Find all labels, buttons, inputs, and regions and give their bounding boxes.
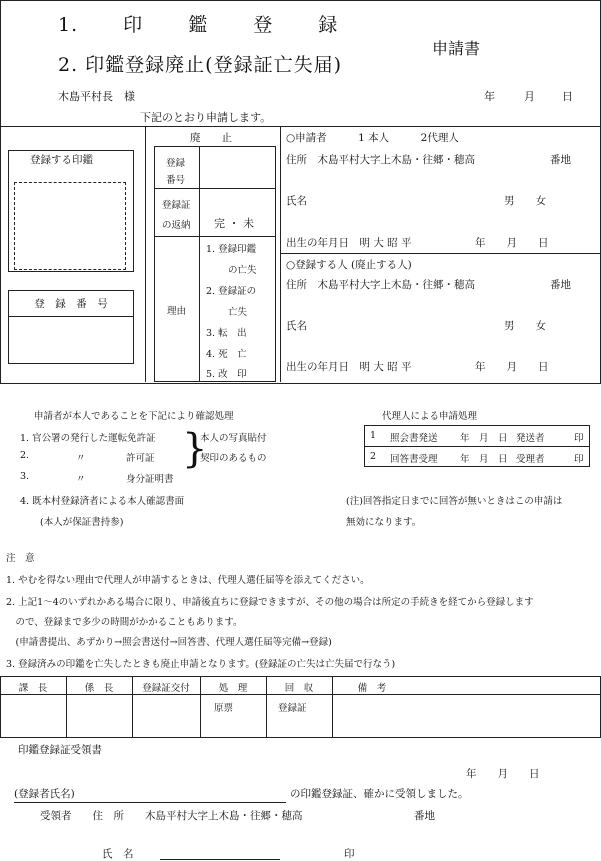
header-divider: [0, 126, 601, 127]
note-line: 3. 登録済みの印鑑を亡失したときも廃止申請となります。(登録証の亡失は亡失届で行なう): [6, 659, 396, 670]
proxy-note-2: 無効になります。: [346, 517, 422, 528]
abolish-header: 廃 止: [190, 132, 232, 144]
receipt-name-label: 氏 名: [102, 848, 134, 860]
registrant-address[interactable]: 住所 木島平村大字上木島・往郷・穂高: [286, 279, 475, 291]
reg-label-2: 番号: [166, 175, 186, 186]
addressee: 木島平村長 様: [58, 90, 135, 103]
note-line: ので、登録まで多少の時間がかかることもあります。: [6, 617, 243, 628]
verify-side-1: 本人の写真貼付: [200, 433, 267, 444]
registrant-birth-date[interactable]: 年 月 日: [475, 361, 549, 373]
seal-impression-area[interactable]: [14, 182, 126, 270]
date-day-label: 日: [562, 90, 573, 103]
verify-row-3-label: 身分証明書: [126, 474, 174, 485]
office-header: 登録証交付: [142, 683, 190, 694]
office-header: 回 収: [284, 683, 314, 694]
document-type: 申請書: [432, 39, 481, 58]
reason-label: 理由: [167, 306, 187, 317]
proxy-label: 照会書発送: [390, 433, 438, 444]
applicant-banchi: 番地: [550, 154, 571, 166]
applicant-gender[interactable]: 男 女: [504, 195, 546, 207]
office-header: 備 考: [357, 683, 387, 694]
reason-item[interactable]: の亡失: [228, 265, 257, 276]
registrant-banchi: 番地: [550, 279, 571, 291]
receipt-banchi: 番地: [414, 810, 435, 822]
intro-text: 下記のとおり申請します。: [140, 111, 272, 124]
title-line-2: 2. 印鑑登録廃止(登録証亡失届): [58, 54, 342, 76]
office-header: 課 長: [18, 683, 48, 694]
brace-icon: }: [182, 426, 208, 472]
date-year-label: 年: [484, 90, 495, 103]
receipt-registrant-name[interactable]: (登録者氏名): [14, 788, 75, 800]
applicant-name[interactable]: 氏名: [286, 195, 307, 207]
verify-side-2: 契印のあるもの: [200, 453, 267, 464]
receipt-seal: 印: [344, 848, 355, 860]
proxy-heading: 代理人による申請処理: [382, 411, 478, 422]
verify-row-2[interactable]: 2.: [20, 450, 30, 461]
applicant-address[interactable]: 住所 木島平村大字上木島・往郷・穂高: [286, 154, 475, 166]
proxy-no[interactable]: 1: [370, 430, 377, 441]
verify-row-2-ditto: 〃: [76, 453, 86, 464]
proxy-seal[interactable]: 印: [574, 433, 584, 444]
applicant-header: ○申請者 1 本人 2代理人: [286, 132, 459, 144]
note-line: (申請書提出、あずかり→照会書送付→回答書、代理人選任届等完備→登録): [6, 637, 332, 648]
proxy-label: 回答書受理: [390, 454, 438, 465]
proxy-no[interactable]: 2: [370, 451, 377, 462]
registrant-gender[interactable]: 男 女: [504, 320, 546, 332]
reg-label: 登録: [166, 158, 186, 169]
date-month-label: 月: [524, 90, 535, 103]
verify-row-4-note: (本人が保証書持参): [40, 517, 124, 528]
receipt-title: 印鑑登録証受領書: [18, 744, 102, 756]
proxy-ymd[interactable]: 年 月 日: [460, 433, 508, 444]
proxy-seal[interactable]: 印: [574, 454, 584, 465]
reason-item[interactable]: 亡失: [228, 307, 248, 318]
verify-heading: 申請者が本人であることを下記により確認処理: [34, 411, 234, 422]
verify-row-2-label: 許可証: [126, 453, 155, 464]
office-sub-label: 原票: [214, 703, 234, 714]
receipt-text: の印鑑登録証、確かに受領しました。: [290, 788, 469, 800]
reason-item[interactable]: 1. 登録印鑑: [206, 244, 257, 255]
registrant-birth-era[interactable]: 出生の年月日 明 大 昭 平: [286, 361, 412, 373]
proxy-note: (注)回答指定日までに回答が無いときはこの申請は: [346, 496, 563, 507]
proxy-who[interactable]: 発送者: [516, 433, 545, 444]
seal-label: 登録する印鑑: [30, 154, 93, 166]
note-line: 2. 上記1～4のいずれかある場合に限り、申請後直ちに登録できますが、その他の場合は所定の手続きを経てから登録します: [6, 597, 534, 608]
registrant-name[interactable]: 氏名: [286, 320, 307, 332]
receipt-receiver[interactable]: 受領者 住 所 木島平村大字上木島・往郷・穂高: [40, 810, 303, 822]
return-label-2: の返納: [162, 220, 191, 231]
verify-row-3-ditto: 〃: [76, 474, 86, 485]
verify-row-1[interactable]: 1. 官公署の発行した運転免許証: [20, 433, 156, 444]
receipt-date[interactable]: 年 月 日: [466, 768, 540, 780]
verify-row-3[interactable]: 3.: [20, 471, 30, 482]
note-line: 1. やむを得ない理由で代理人が申請するときは、代理人選任届等を添えてください。: [6, 575, 370, 586]
reason-item[interactable]: 3. 転 出: [206, 328, 247, 339]
applicant-birth-era[interactable]: 出生の年月日 明 大 昭 平: [286, 237, 412, 249]
return-status[interactable]: 完 ・ 未: [214, 217, 254, 230]
notes-heading: 注 意: [6, 553, 35, 564]
reason-item[interactable]: 5. 改 印: [206, 369, 247, 380]
registrant-header: ○登録する人 (廃止する人): [286, 259, 412, 271]
applicant-birth-date[interactable]: 年 月 日: [475, 237, 549, 249]
proxy-ymd[interactable]: 年 月 日: [460, 454, 508, 465]
return-label: 登録証: [162, 200, 191, 211]
reg-number-label: 登 録 番 号: [34, 298, 108, 310]
office-header: 処 理: [218, 683, 248, 694]
office-sub-label: 登録証: [278, 703, 307, 714]
office-header: 係 長: [84, 683, 114, 694]
verify-row-4[interactable]: 4. 既本村登録済者による本人確認書面: [20, 496, 185, 507]
reason-item[interactable]: 4. 死 亡: [206, 349, 247, 360]
title-line-1: 1. 印 鑑 登 録: [58, 14, 339, 36]
reason-item[interactable]: 2. 登録証の: [206, 286, 257, 297]
proxy-who[interactable]: 受理者: [516, 454, 545, 465]
